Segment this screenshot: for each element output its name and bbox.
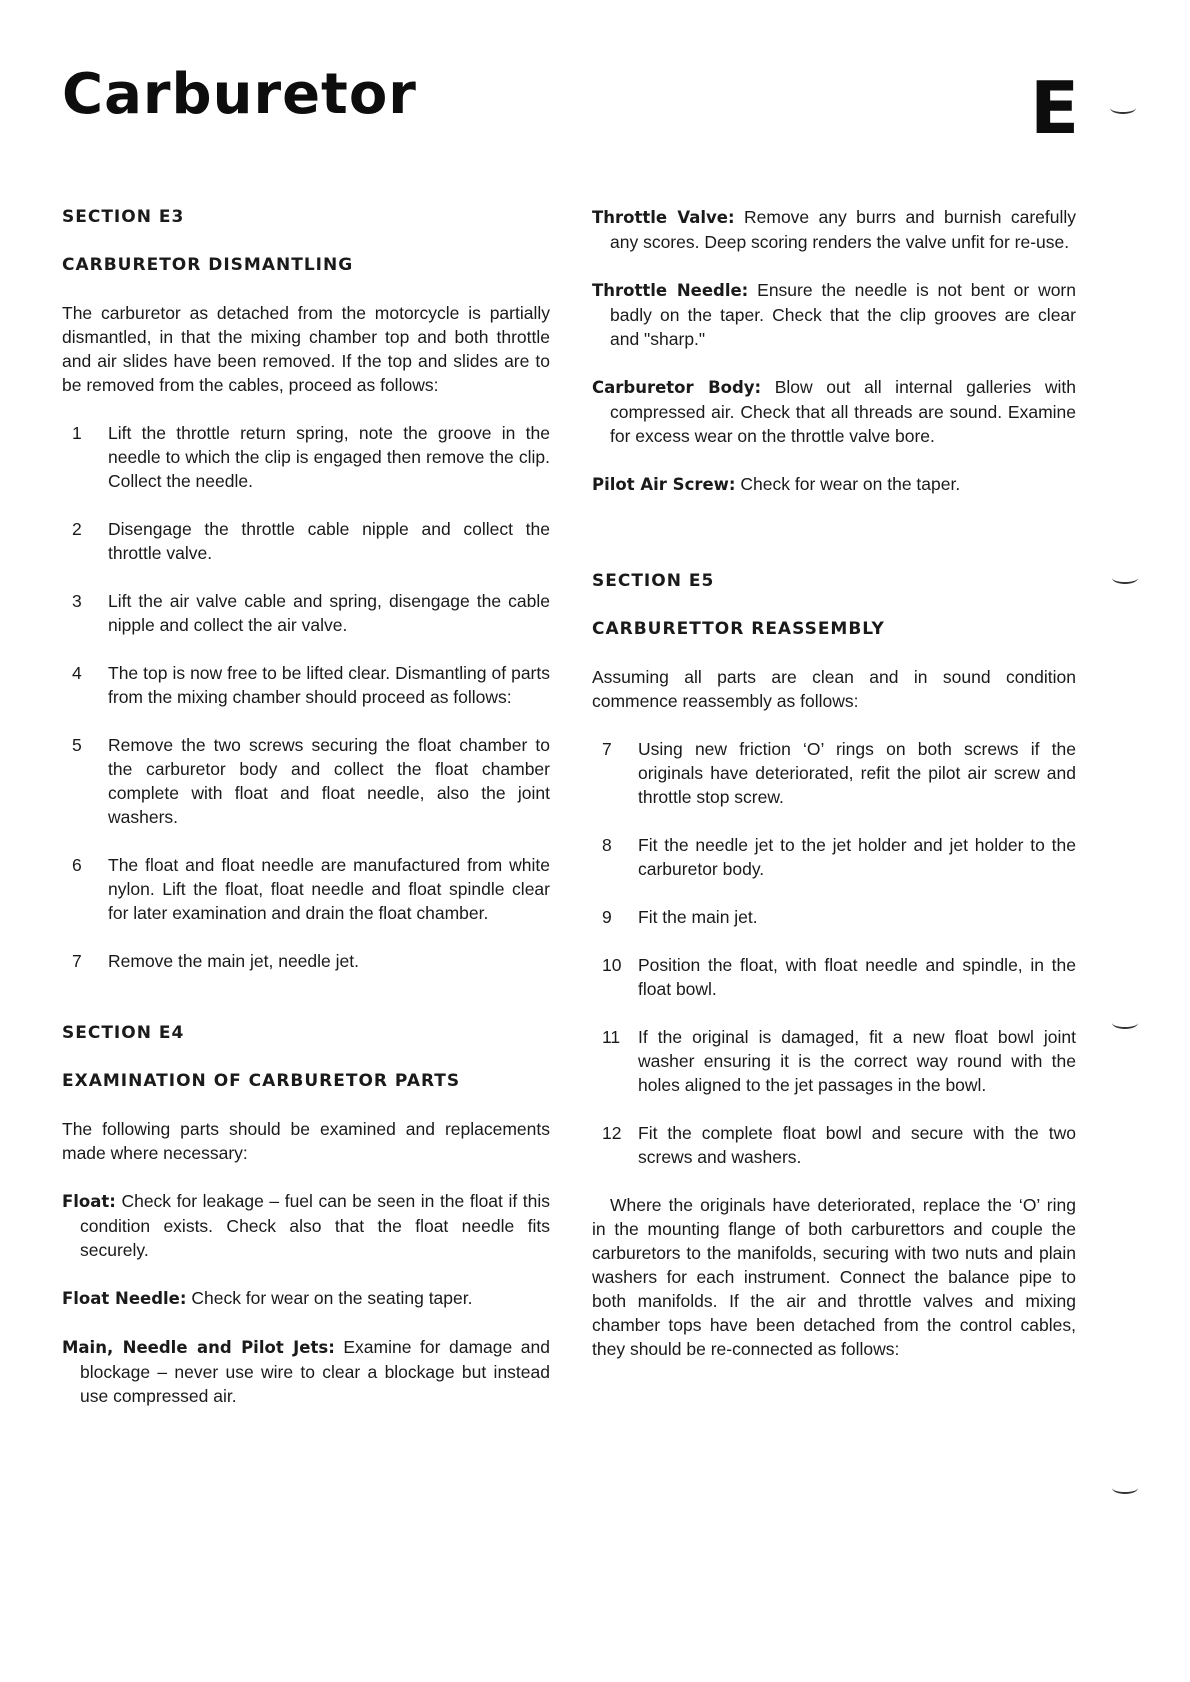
- margin-mark: [1112, 572, 1138, 584]
- step-number: 11: [602, 1027, 621, 1047]
- step-number: 3: [72, 591, 82, 611]
- step-text: Lift the throttle return spring, note the groove in the needle to which the clip is engaged then remove the clip. Collect the needle.: [108, 423, 550, 491]
- list-item: [62, 949, 550, 973]
- part-text: Remove any burrs and burnish carefully any scores. Deep scoring renders the valve unfit for re-use.: [610, 207, 1077, 252]
- section-label: SECTION E3: [62, 207, 185, 227]
- part-text: Ensure the needle is not bent or worn badly on the taper. Check that the clip grooves are clear and "sharp.": [610, 280, 1076, 349]
- list-item: [62, 853, 550, 925]
- part-entry: [592, 278, 1076, 351]
- step-text: Remove the main jet, needle jet.: [108, 951, 359, 971]
- part-text: Check for wear on the taper.: [735, 474, 961, 494]
- part-text: Check for leakage – fuel can be seen in the float if this condition exists. Check also that the float needle fits securely.: [80, 1191, 550, 1260]
- part-term: Main, Needle and Pilot Jets:: [62, 1338, 335, 1357]
- margin-mark: [1112, 1482, 1138, 1494]
- list-item: [592, 833, 1076, 881]
- section-heading: EXAMINATION OF CARBURETOR PARTS: [62, 1071, 461, 1091]
- intro-paragraph: The carburetor as detached from the motorcycle is partially dismantled, in that the mixing chamber top and both throttle and air slides have been removed. If the top and slides are to be removed from the cables, proceed as follows:: [62, 303, 550, 395]
- step-text: The float and float needle are manufactured from white nylon. Lift the float, float needle and float spindle clear for later examination and drain the float chamber.: [108, 855, 550, 923]
- step-number: 12: [602, 1123, 622, 1143]
- list-item: [62, 421, 550, 493]
- list-item: [62, 733, 550, 829]
- section-heading: CARBURETOR DISMANTLING: [62, 255, 354, 275]
- part-entry: [62, 1189, 550, 1262]
- part-entry: [62, 1335, 550, 1408]
- closing-paragraph: Where the originals have deteriorated, replace the ‘O’ ring in the mounting flange of both carburettors and couple the carburetors to the manifolds, securing with two nuts and plain washers for each instrument. Connect the balance pipe to both manifolds. If the air and throttle valves and mixing chamber tops have been detached from the control cables, they should be re-connected as follows:: [592, 1195, 1076, 1359]
- step-text: Fit the needle jet to the jet holder and jet holder to the carburetor body.: [638, 835, 1076, 879]
- step-text: Fit the complete float bowl and secure with the two screws and washers.: [638, 1123, 1076, 1167]
- step-text: Fit the main jet.: [638, 907, 758, 927]
- step-text: Using new friction ‘O’ rings on both screws if the originals have deteriorated, refit the pilot air screw and throttle stop screw.: [638, 739, 1076, 807]
- list-item: [592, 737, 1076, 809]
- part-term: Carburetor Body:: [592, 378, 762, 397]
- step-text: The top is now free to be lifted clear. Dismantling of parts from the mixing chamber should proceed as follows:: [108, 663, 550, 707]
- part-entry: [592, 472, 1076, 497]
- step-number: 10: [602, 955, 622, 975]
- part-entry: [62, 1286, 550, 1311]
- part-term: Pilot Air Screw:: [592, 475, 736, 494]
- section-heading: CARBURETTOR REASSEMBLY: [592, 619, 885, 639]
- section-letter: E: [1030, 66, 1080, 150]
- intro-paragraph: The following parts should be examined and replacements made where necessary:: [62, 1119, 550, 1163]
- step-number: 2: [72, 519, 82, 539]
- section-label: SECTION E4: [62, 1023, 185, 1043]
- part-term: Float Needle:: [62, 1289, 187, 1308]
- list-item: [62, 661, 550, 709]
- step-number: 7: [602, 739, 612, 759]
- step-number: 7: [72, 951, 82, 971]
- list-item: [592, 1121, 1076, 1169]
- part-term: Throttle Valve:: [592, 208, 735, 227]
- page-title: Carburetor: [62, 62, 417, 127]
- left-column: [62, 205, 550, 1432]
- part-text: Check for wear on the seating taper.: [186, 1288, 473, 1308]
- step-number: 6: [72, 855, 82, 875]
- step-number: 1: [72, 423, 82, 443]
- list-item: [592, 953, 1076, 1001]
- list-item: [62, 589, 550, 637]
- section-label: SECTION E5: [592, 571, 715, 591]
- step-number: 8: [602, 835, 612, 855]
- part-term: Throttle Needle:: [592, 281, 749, 300]
- right-column: [592, 205, 1076, 1385]
- list-item: [592, 905, 1076, 929]
- step-text: Disengage the throttle cable nipple and collect the throttle valve.: [108, 519, 550, 563]
- step-text: If the original is damaged, fit a new float bowl joint washer ensuring it is the correct way round with the holes aligned to the jet passages in the bowl.: [638, 1027, 1076, 1095]
- step-text: Remove the two screws securing the float chamber to the carburetor body and collect the float chamber complete with float and float needle, also the joint washers.: [108, 735, 550, 827]
- step-number: 9: [602, 907, 612, 927]
- intro-paragraph: Assuming all parts are clean and in sound condition commence reassembly as follows:: [592, 667, 1076, 711]
- list-item: [62, 517, 550, 565]
- list-item: [592, 1025, 1076, 1097]
- part-entry: [592, 205, 1076, 254]
- step-text: Lift the air valve cable and spring, disengage the cable nipple and collect the air valve.: [108, 591, 550, 635]
- step-number: 5: [72, 735, 82, 755]
- part-entry: [592, 375, 1076, 448]
- step-text: Position the float, with float needle and spindle, in the float bowl.: [638, 955, 1076, 999]
- margin-mark: [1112, 1017, 1138, 1029]
- margin-mark: [1110, 102, 1136, 114]
- step-number: 4: [72, 663, 82, 683]
- part-term: Float:: [62, 1192, 116, 1211]
- part-text: Blow out all internal galleries with compressed air. Check that all threads are sound. Examine for excess wear on the throttle valve bore.: [610, 377, 1076, 446]
- part-text: Examine for damage and blockage – never use wire to clear a blockage but instead use compressed air.: [80, 1337, 550, 1406]
